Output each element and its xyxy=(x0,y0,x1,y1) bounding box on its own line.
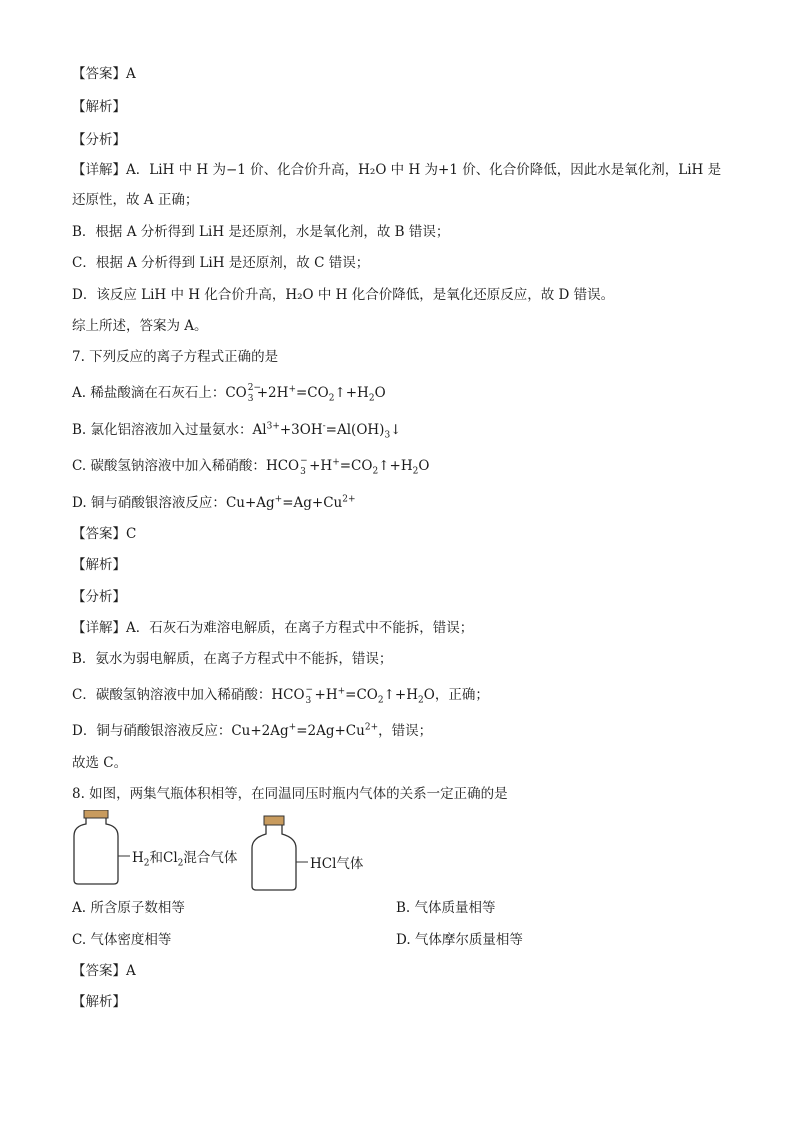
option-c-label: C. 碳酸氢钠溶液中加入稀硝酸： xyxy=(72,458,266,474)
answer-tag: 【答案】 xyxy=(72,963,126,979)
detail-tag: 【详解】 xyxy=(72,162,126,178)
q7-option-c xyxy=(72,456,429,477)
q7-detail-d xyxy=(72,721,432,741)
q6-analysis-tag: 【解析】 xyxy=(72,99,126,115)
detail-tag: 【详解】 xyxy=(72,620,126,636)
q8-option-d: D. 气体摩尔质量相等 xyxy=(396,932,523,948)
q8-option-a: A. 所含原子数相等 xyxy=(72,900,185,916)
bottle-1-label-suffix: 混合气体 xyxy=(183,850,238,866)
q8-analysis-tag: 【解析】 xyxy=(72,994,126,1010)
q7-option-b xyxy=(72,420,401,440)
q6-detail-a-line1 xyxy=(72,160,721,180)
equation-detail-d: $Cu+2Ag^+=2Ag+Cu^{2+}$ xyxy=(231,722,379,739)
q6-summary: 综上所述，答案为 A。 xyxy=(72,318,208,334)
answer-value: A xyxy=(126,963,136,979)
q7-detail-c xyxy=(72,685,489,706)
equation-detail-c: HCO − 3 $+H^+=CO_2↑+H_2O$ xyxy=(271,684,435,706)
answer-tag: 【答案】 xyxy=(72,66,126,82)
q7-detail-a xyxy=(72,618,473,638)
q6-fenxi-tag: 【分析】 xyxy=(72,132,126,148)
q7-fenxi-tag: 【分析】 xyxy=(72,589,126,605)
detail-c-tail: ，正确； xyxy=(434,687,489,703)
q8-stem: 8. 如图，两集气瓶体积相等，在同温同压时瓶内气体的关系一定正确的是 xyxy=(72,786,508,802)
q7-detail-b: B．氨水为弱电解质，在离子方程式中不能拆，错误； xyxy=(72,651,393,667)
q6-detail-d: D．该反应 LiH 中 H 化合价升高，H₂O 中 H 化合价降低，是氧化还原反应，故 D 错误。 xyxy=(72,287,615,303)
detail-c-label: C．碳酸氢钠溶液中加入稀硝酸： xyxy=(72,687,272,703)
q7-summary: 故选 C。 xyxy=(72,755,128,771)
q6-detail-b: B．根据 A 分析得到 LiH 是还原剂，水是氧化剂，故 B 错误； xyxy=(72,224,450,240)
detail-text: A．LiH 中 H 为−1 价、化合价升高，H₂O 中 H 为+1 价、化合价降低，因此水是氧化剂，LiH 是 xyxy=(126,162,722,178)
q6-answer-line xyxy=(72,64,136,84)
q8-answer-line xyxy=(72,961,136,981)
equation-c: HCO − 3 $+H^+=CO_2↑+H_2O$ xyxy=(265,455,430,477)
q8-option-c: C. 气体密度相等 xyxy=(72,932,172,948)
q7-stem: 7. 下列反应的离子方程式正确的是 xyxy=(72,349,279,365)
option-b-label: B. 氯化铝溶液加入过量氨水： xyxy=(72,422,253,438)
equation-d: $Cu+Ag^+=Ag+Cu^{2+}$ xyxy=(225,494,356,511)
option-d-label: D. 铜与硝酸银溶液反应： xyxy=(72,495,226,511)
q6-detail-c: C．根据 A 分析得到 LiH 是还原剂，故 C 错误； xyxy=(72,255,370,271)
q6-detail-a-line2: 还原性，故 A 正确； xyxy=(72,192,199,208)
detail-d-tail: ，错误； xyxy=(378,723,433,739)
detail-text: A．石灰石为难溶电解质，在离子方程式中不能拆，错误； xyxy=(126,620,474,636)
detail-d-label: D．铜与硝酸银溶液反应： xyxy=(72,723,232,739)
q8-option-b: B. 气体质量相等 xyxy=(396,900,496,916)
q7-answer-line xyxy=(72,524,136,544)
option-a-label: A. 稀盐酸滴在石灰石上： xyxy=(72,385,226,401)
q7-option-a xyxy=(72,383,386,404)
bottle-2-icon xyxy=(252,816,308,890)
bottle-1-and: 和 xyxy=(149,850,164,866)
gas-bottles-figure xyxy=(72,810,392,898)
bottle-1-label: $H_2$和$Cl_2$混合气体 xyxy=(132,850,238,869)
answer-value: A xyxy=(126,66,136,82)
bottle-2-label: HCl气体 xyxy=(310,856,364,872)
equation-a: CO 2− 3 $+2H^+=CO_2↑+H_2O$ xyxy=(225,382,386,404)
equation-b: $Al^{3+}+3OH^-=Al(OH)_3↓$ xyxy=(252,421,402,441)
answer-tag: 【答案】 xyxy=(72,526,126,542)
answer-value: C xyxy=(126,526,137,542)
q7-option-d xyxy=(72,493,356,513)
bottle-1-icon xyxy=(74,810,130,884)
q7-analysis-tag: 【解析】 xyxy=(72,557,126,573)
